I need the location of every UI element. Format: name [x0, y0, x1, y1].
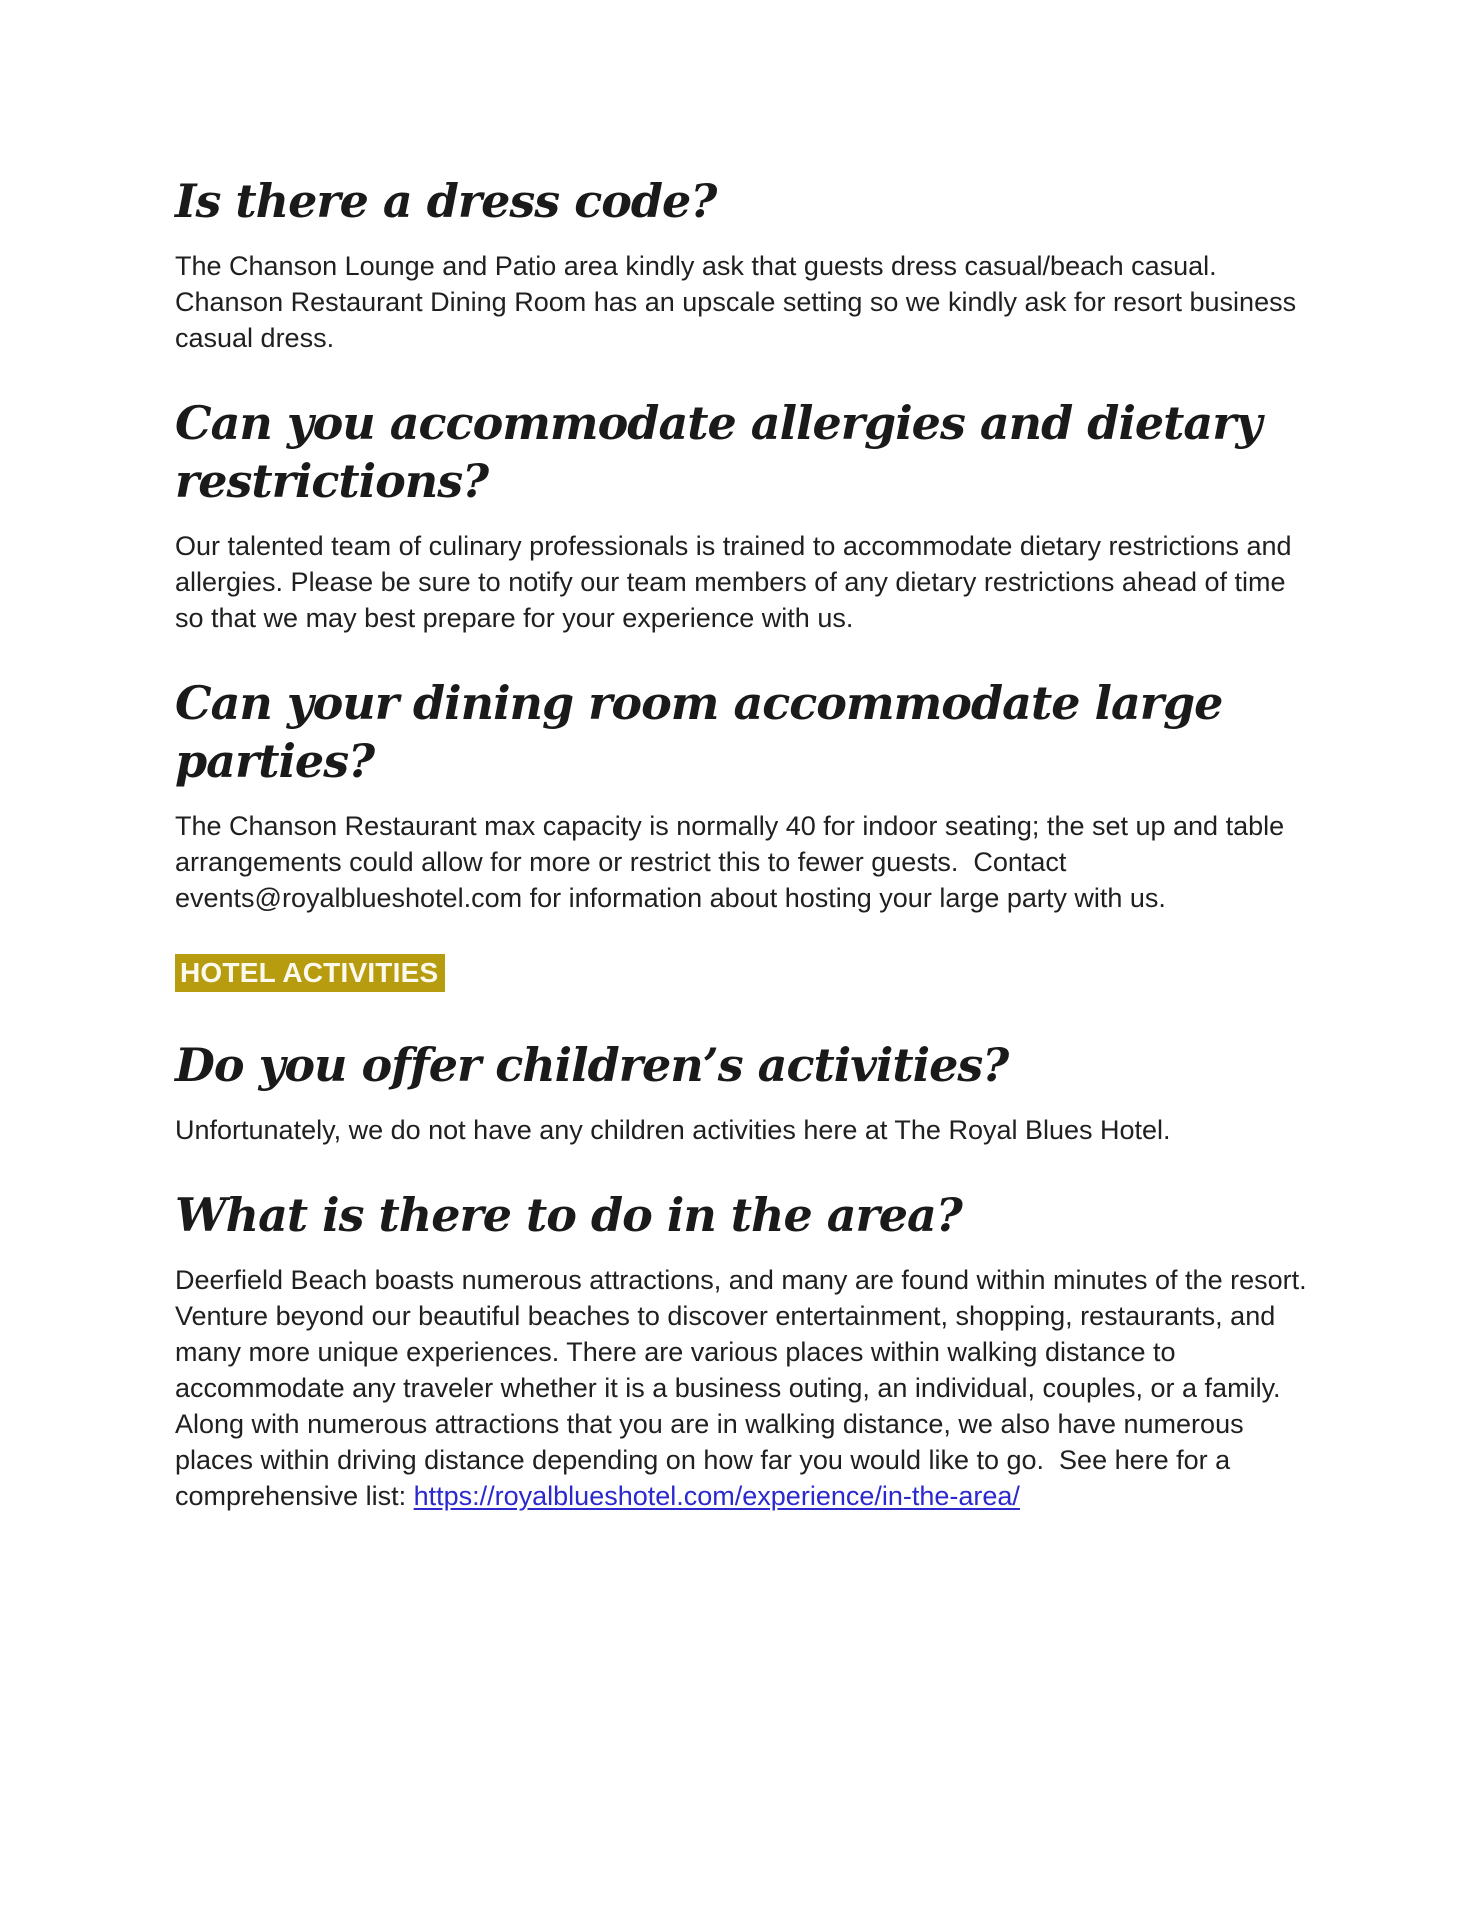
- faq-answer-large-parties: The Chanson Restaurant max capacity is normally 40 for indoor seating; the set up and table arrangements could allow for more or restrict this to fewer guests. Contact events@royalblueshotel.com for information about hosting your large party with us.: [175, 811, 1292, 913]
- faq-answer-dress-code: The Chanson Lounge and Patio area kindly ask that guests dress casual/beach casual. Chanson Restaurant Dining Room has an upscale setting so we kindly ask for resort business casual dress.: [175, 251, 1304, 353]
- faq-answer-area-text: Deerfield Beach boasts numerous attractions, and many are found within minutes of the resort. Venture beyond our beautiful beaches to discover entertainment, shopping, restaurants, and many more unique experiences. There are various places within walking distance to accommodate any traveler whether it is a business outing, an individual, couples, or a family. Along with numerous attractions that you are in walking distance, we also have numerous places within driving distance depending on how far you would like to go. See here for a comprehensive list:: [175, 1265, 1315, 1511]
- faq-question-allergies: Can you accommodate allergies and dietary restrictions?: [175, 396, 1262, 508]
- faq-answer-area: [175, 1262, 1315, 1514]
- faq-answer-children-activities: Unfortunately, we do not have any children activities here at The Royal Blues Hotel.: [175, 1115, 1171, 1145]
- faq-question-large-parties: Can your dining room accommodate large parties?: [175, 676, 1223, 788]
- faq-question-children-activities: Do you offer children’s activities?: [175, 1038, 1009, 1092]
- hotel-activities-section-label: HOTEL ACTIVITIES: [175, 954, 445, 992]
- faq-question-area: What is there to do in the area?: [175, 1188, 962, 1242]
- faq-question-dress-code: Is there a dress code?: [175, 174, 717, 228]
- section-label-row: [175, 954, 1315, 998]
- area-experiences-link[interactable]: https://royalblueshotel.com/experience/in-the-area/: [413, 1481, 1020, 1511]
- faq-answer-allergies: Our talented team of culinary professionals is trained to accommodate dietary restrictions and allergies. Please be sure to notify our team members of any dietary restrictions ahead of time so that we may best prepare for your experience with us.: [175, 531, 1300, 633]
